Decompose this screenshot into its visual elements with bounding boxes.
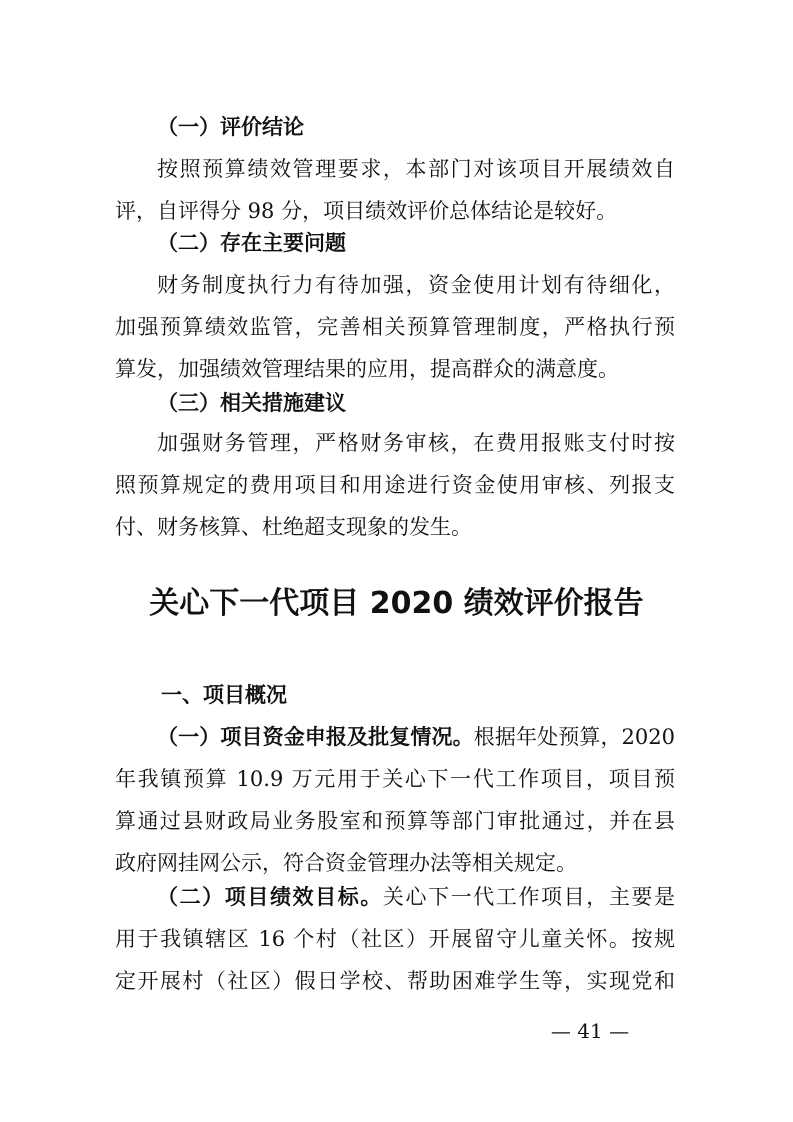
goals-line-1 <box>157 876 675 918</box>
section-heading-conclusion: （一）评价结论 <box>157 114 304 139</box>
funding-line-4: 政府网挂网公示，符合资金管理办法等相关规定。 <box>115 851 577 875</box>
problems-line-2: 加强预算绩效监管，完善相关预算管理制度，严格执行预 <box>115 315 675 339</box>
problems-line-3: 算发，加强绩效管理结果的应用，提高群众的满意度。 <box>115 357 619 381</box>
funding-first-line-rest: 根据年处预算，2020 <box>473 725 676 749</box>
funding-bold-lead: （一）项目资金申报及批复情况。 <box>157 724 474 749</box>
report-title: 关心下一代项目 2020 绩效评价报告 <box>149 586 644 621</box>
conclusion-line-1: 按照预算绩效管理要求，本部门对该项目开展绩效自 <box>157 157 675 181</box>
section-heading-measures: （三）相关措施建议 <box>157 390 346 415</box>
funding-line-1 <box>157 716 675 758</box>
goals-line-3: 定开展村（社区）假日学校、帮助困难学生等，实现党和 <box>115 969 675 993</box>
overview-heading: 一、项目概况 <box>161 683 287 707</box>
section-heading-problems: （二）存在主要问题 <box>157 230 346 255</box>
measures-line-1: 加强财务管理，严格财务审核，在费用报账支付时按 <box>157 431 675 455</box>
goals-line-2: 用于我镇辖区 16 个村（社区）开展留守儿童关怀。按规 <box>115 927 675 951</box>
goals-first-line-rest: 关心下一代工作项目，主要是 <box>382 885 676 909</box>
funding-line-3: 算通过县财政局业务股室和预算等部门审批通过，并在县 <box>115 809 675 833</box>
funding-line-2: 年我镇预算 10.9 万元用于关心下一代工作项目，项目预 <box>115 767 675 791</box>
page-number: — 41 — <box>550 1019 630 1043</box>
conclusion-line-2: 评，自评得分 98 分，项目绩效评价总体结论是较好。 <box>115 199 618 223</box>
problems-line-1: 财务制度执行力有待加强，资金使用计划有待细化， <box>157 273 675 297</box>
measures-line-2: 照预算规定的费用项目和用途进行资金使用审核、列报支 <box>115 473 675 497</box>
goals-bold-lead: （二）项目绩效目标。 <box>157 884 383 909</box>
measures-line-3: 付、财务核算、杜绝超支现象的发生。 <box>115 515 472 539</box>
